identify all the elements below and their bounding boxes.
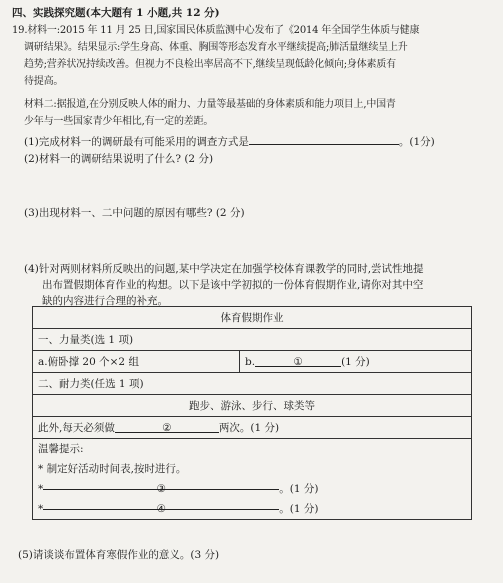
endurance-items: 跑步、游泳、步行、球类等	[33, 395, 472, 417]
tips-cell	[33, 439, 472, 520]
material1-line-4: 待提高。	[24, 76, 64, 87]
material1-line-3: 趋势;营养状况持续改善。但视力不良检出率居高不下,继续呈现低龄化倾向;身体素质有	[24, 59, 396, 70]
answer-blank-circle-2[interactable]: ②	[115, 422, 219, 433]
strength-header: 一、力量类(选 1 项)	[33, 329, 472, 351]
section-header: 四、实践探究题(本大题有 1 小题,共 12 分)	[12, 7, 220, 19]
material2-line-2: 少年与一些国家青少年相比,有一定的差距。	[24, 116, 214, 127]
question-3: (3)出现材料一、二中问题的原因有哪些? (2 分)	[24, 207, 245, 219]
material1-line-2: 调研结果》。结果显示:学生身高、体重、胸围等形态发育水平继续提高;肺活量继续呈上升	[24, 42, 408, 53]
tip-2: * ③ 。(1 分)	[38, 479, 466, 499]
answer-blank-circle-4[interactable]: ④	[43, 499, 279, 510]
table-title: 体育假期作业	[33, 307, 472, 329]
strength-item-b: b. ① (1 分)	[240, 351, 472, 373]
daily-exercise-row: 此外,每天必须做 ② 两次。(1 分)	[33, 417, 472, 439]
strength-item-a: a.俯卧撑 20 个×2 组	[33, 351, 240, 373]
tip-1: * 制定好活动时间表,按时进行。	[38, 463, 187, 475]
material1-line-1: 19.材料一:2015 年 11 月 25 日,国家国民体质监测中心发布了《2014 年全国学生体质与健康	[12, 25, 420, 36]
question-1: (1)完成材料一的调研最有可能采用的调查方式是 。(1分)	[24, 136, 435, 148]
question-4-line-3: 缺的内容进行合理的补充。	[42, 295, 168, 307]
answer-blank-circle-1[interactable]: ①	[255, 356, 341, 367]
question-2: (2)材料一的调研结果说明了什么? (2 分)	[24, 153, 214, 165]
question-5: (5)请谈谈布置体育寒假作业的意义。(3 分)	[18, 549, 220, 561]
question-4-line-1: (4)针对两则材料所反映出的问题,某中学决定在加强学校体育课教学的同时,尝试性地提	[24, 263, 424, 275]
question-number: 19.	[12, 25, 28, 36]
tips-title: 温馨提示:	[38, 443, 84, 455]
tip-3: * ④ 。(1 分)	[38, 499, 466, 519]
material2-line-1: 材料二:据报道,在分别反映人体的耐力、力量等最基础的身体素质和能力项目上,中国青	[24, 99, 396, 110]
answer-blank-circle-3[interactable]: ③	[43, 479, 279, 490]
question-4-line-2: 出布置假期体育作业的构想。以下是该中学初拟的一份体育假期作业,请你对其中空	[42, 279, 424, 291]
endurance-header: 二、耐力类(任选 1 项)	[33, 373, 472, 395]
answer-blank-1[interactable]	[249, 134, 399, 145]
homework-table	[32, 306, 472, 520]
